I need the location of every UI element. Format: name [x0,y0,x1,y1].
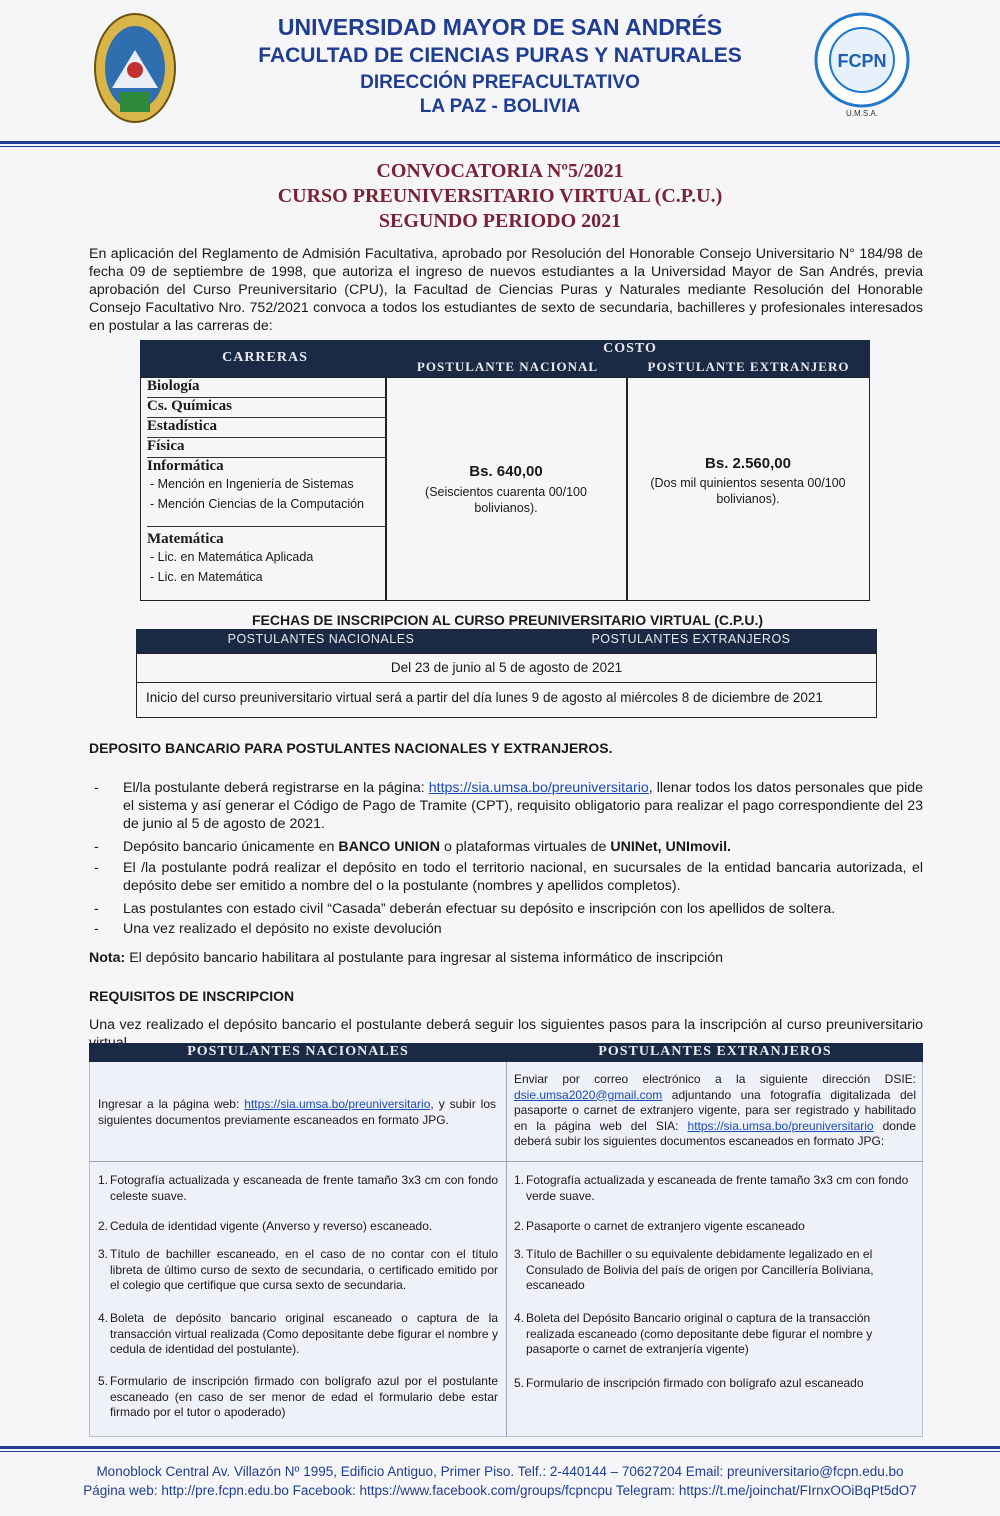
careers-list [147,378,385,591]
ext-item-5: 5. Formulario de inscripción firmado con bolígrafo azul escaneado [514,1376,864,1390]
matematica-sub-1: - Lic. en Matemática Aplicada [150,550,314,564]
fcpn-logo [812,10,912,120]
col-costo: COSTO [603,341,657,356]
course-start: Inicio del curso preuniversitario virtual será a partir del día lunes 9 de agosto al miércoles 8 de diciembre de 2021 [146,690,823,705]
col-nacional: POSTULANTE NACIONAL [416,359,599,374]
career-matematica: Matemática [147,531,224,547]
footer-divider-thin [0,1451,1000,1452]
nac-item-5: 5. Formulario de inscripción firmado con bolígrafo azul por el postulante escaneado (en caso de ser menor de edad el formulario debe estar firmado por el tutor o apoderado) [98,1374,498,1419]
career-quimicas: Cs. Químicas [147,398,385,418]
matematica-sub-2: - Lic. en Matemática [150,570,263,584]
nac-item-3: 3. Título de bachiller escaneado, en el caso de no contar con el título libreta de último curso de sexto de secundaria, o certificado emitido por el colegio que certifique que cursa sexto de secundaria. [98,1247,498,1292]
dates-range: Del 23 de junio al 5 de agosto de 2021 [390,660,623,675]
course-start-cell [136,682,877,718]
header-divider [0,141,1000,144]
direction-name: DIRECCIÓN PREFACULTATIVO [360,72,640,93]
requirements-intro: Una vez realizado el depósito bancario el postulante deberá seguir los siguientes pasos para la inscripción al curso preuniversitario [89,1017,923,1033]
dash-1: - [94,779,99,795]
period-title: SEGUNDO PERIODO 2021 [378,210,622,232]
foreign-price: Bs. 2.560,00 [705,455,791,472]
requirements-header [89,1043,923,1062]
req-col-extranjeros: POSTULANTES EXTRANJEROS [598,1044,832,1059]
national-price-words: (Seiscientos cuarenta 00/100 bolivianos). [425,485,587,515]
ext-item-3: 3. Título de Bachiller o su equivalente debidamente legalizado en el Consulado de Bolivia del país de origen por Cancillería Boliviana, escaneado [514,1247,874,1292]
footer-links: Página web: http://pre.fcpn.edu.bo Facebook: https://www.facebook.com/groups/fcpncpu Telegram: https://t.me/joinchat/FIrnxOOiBqPt5dO7 [83,1483,917,1498]
dash-4: - [94,900,99,916]
career-fisica: Física [147,438,385,458]
dash-5: - [94,920,99,936]
dash-2: - [94,838,99,854]
req-col-nacionales: POSTULANTES NACIONALES [187,1044,409,1059]
call-title: CONVOCATORIA Nº5/2021 [376,160,624,182]
city-name: LA PAZ - BOLIVIA [419,96,581,117]
deposit-bullet-5: Una vez realizado el depósito no existe devolución [123,921,442,937]
umsa-seal-logo [90,10,180,132]
header-divider-thin [0,146,1000,147]
dates-title: FECHAS DE INSCRIPCION AL CURSO PREUNIVERSITARIO VIRTUAL (C.P.U.) [251,612,764,628]
footer-address: Monoblock Central Av. Villazón Nº 1995, Edificio Antiguo, Primer Piso. Telf.: 2-440144 – 70627204 Email: preuniversitario@fcpn.edu.bo [96,1464,904,1479]
deposit-note: Nota: El depósito bancario habilitara al postulante para ingresar al sistema informático de inscripción [89,950,724,966]
deposit-bullet-1: El/la postulante deberá registrarse en la página: https://sia.umsa.bo/preuniversitario, llenar todos los datos personales que pide el sistema y así generar el Código de Pago de Tramite (CPT), requisito obligatorio para realizar el pago correspondiente del 23 de junio al 5 de agosto de 2021. [123,780,923,832]
nac-item-2: 2. Cedula de identidad vigente (Anverso y reverso) escaneado. [98,1219,433,1233]
dates-col-nacionales: POSTULANTES NACIONALES [227,632,415,646]
intro-paragraph: En aplicación del Reglamento de Admisión Facultativa, aprobado por Resolución del Honorable Consejo Universitario N° 184/98 de fecha 09 de septiembre de 1998, que autoriza el ingreso de nuevos estudiantes a la Universidad Mayor de San Andrés, previa aprobación del Curso Preuniversitario (CPU), la Facultad de Ciencias Puras y Naturales mediante Resolución del Honorable Consejo Facultativo Nro. 752/2021 convoca a todos los estudiantes de sexto de secundaria, bachilleres y profesionales interesados en postular a las carreras de: [89,246,923,334]
career-informatica: Informática [147,458,224,474]
ext-item-2: 2. Pasaporte o carnet de extranjero vigente escaneado [514,1219,805,1233]
informatica-mention-2: - Mención Ciencias de la Computación [150,497,364,511]
requirements-divider [506,1062,507,1437]
deposit-heading: DEPOSITO BANCARIO PARA POSTULANTES NACIONALES Y EXTRANJEROS. [89,740,613,756]
dsie-email-link[interactable]: dsie.umsa2020@gmail.com [514,1087,663,1102]
requirements-row-divider [89,1161,923,1162]
nac-intro: Ingresar a la página web: https://sia.umsa.bo/preuniversitario, y subir los siguientes documentos previamente escaneados en formato JPG. [98,1097,496,1127]
col-extranjero: POSTULANTE EXTRANJERO [647,359,850,374]
informatica-mention-1: - Mención en Ingeniería de Sistemas [150,477,354,491]
ext-item-4: 4. Boleta del Depósito Bancario original o captura de la transacción realizada escaneado (como depositante debe figurar el nombre y pasaporte o carnet de extranjería vigente) [514,1311,873,1356]
national-price: Bs. 640,00 [469,463,543,480]
deposit-bullet-3: El /la postulante podrá realizar el depósito en todo el territorio nacional, en sucursales de la entidad bancaria autorizada, el depósito debe ser emitido a nombre del o la postulante (nombres y apellidos completos). [123,860,923,894]
dates-header [136,629,877,653]
ext-item-1: 1. Fotografía actualizada y escaneada de frente tamaño 3x3 cm con fondo verde suave. [514,1173,909,1203]
sia-link-3[interactable]: https://sia.umsa.bo/preuniversitario [687,1118,874,1133]
nac-item-4: 4. Boleta de depósito bancario original escaneado o captura de la transacción virtual realizada (Como depositante debe figurar el nombre y cedula de identidad del postulante). [98,1311,498,1356]
col-carreras: CARRERAS [222,350,308,365]
deposit-bullet-2: Depósito bancario únicamente en BANCO UNION o plataformas virtuales de UNINet, UNImovil. [123,839,731,855]
ext-intro: Enviar por correo electrónico a la siguiente dirección DSIE: dsie.umsa2020@gmail.com adjuntando una fotografía digitalizada del pasaporte o carnet de extranjero vigente, para ser registrado y habilitado en la página web del SIA: https://sia.umsa.bo/preuniversitario donde deberá subir los siguientes documentos escaneados en formato JPG: [514,1072,916,1148]
deposit-bullet-4: Las postulantes con estado civil “Casada” deberán efectuar su depósito e inscripción con los apellidos de soltera. [123,901,836,917]
course-title: CURSO PREUNIVERSITARIO VIRTUAL (C.P.U.) [277,185,723,207]
fcpn-logo-text: FCPN [837,51,887,71]
sia-link-2[interactable]: https://sia.umsa.bo/preuniversitario [244,1097,431,1111]
career-biologia: Biología [147,378,385,398]
sia-link-1[interactable]: https://sia.umsa.bo/preuniversitario [428,780,649,796]
career-estadistica: Estadística [147,418,385,438]
dash-3: - [94,859,99,875]
university-name: UNIVERSIDAD MAYOR DE SAN ANDRÉS [277,14,723,40]
fcpn-logo-sub: U.M.S.A. [845,109,879,118]
faculty-name: FACULTAD DE CIENCIAS PURAS Y NATURALES [258,44,742,67]
nac-item-1: 1. Fotografía actualizada y escaneada de frente tamaño 3x3 cm con fondo celeste suave. [98,1173,498,1203]
dates-range-cell [136,653,877,683]
foreign-price-words: (Dos mil quinientos sesenta 00/100 bolivianos). [650,476,846,506]
costs-table-header [140,340,870,377]
requirements-heading: REQUISITOS DE INSCRIPCION [89,988,295,1004]
dates-col-extranjeros: POSTULANTES EXTRANJEROS [591,632,791,646]
footer-divider [0,1446,1000,1449]
